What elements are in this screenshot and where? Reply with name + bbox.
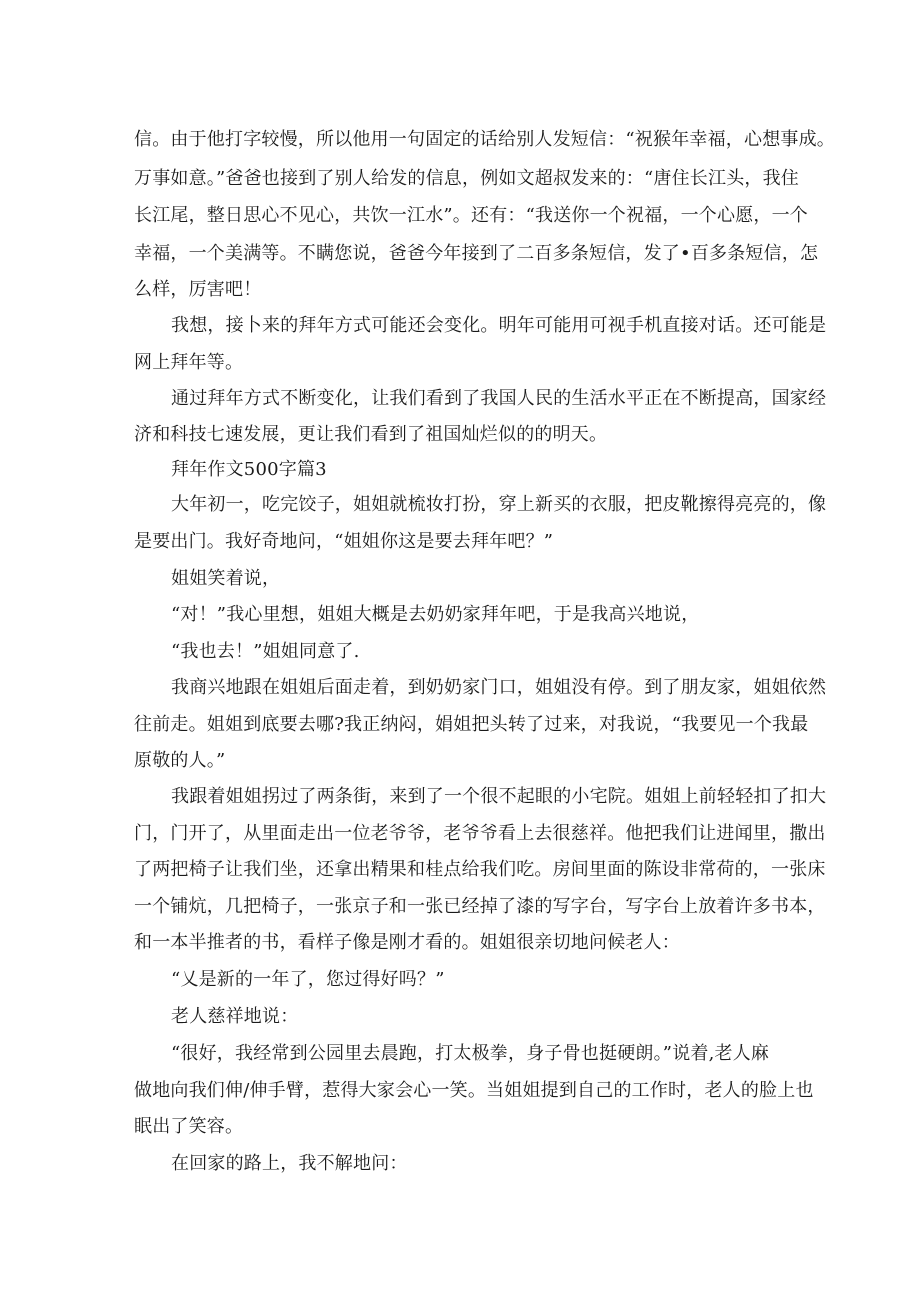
paragraph-line: “我也去！”姐姐同意了. bbox=[171, 641, 360, 662]
paragraph-line: 信。由于他打字较慢，所以他用一句固定的话给别人发短信：“祝猴年幸福，心想事成。 bbox=[134, 129, 835, 150]
section-heading: 拜年作文500字篇3 bbox=[171, 459, 327, 480]
paragraph-line: 做地向我们伸/伸手臂，惹得大家会心一笑。当姐姐提到自己的工作时，老人的脸上也 bbox=[134, 1080, 814, 1101]
paragraph-line: 济和科技七速发展，更让我们看到了祖国灿烂似的的明天。 bbox=[134, 424, 608, 445]
paragraph-line: 幸福，一个美满等。不瞒您说，爸爸今年接到了二百多条短信，发了•百多条短信，怎 bbox=[134, 243, 819, 264]
paragraph-line: 原敬的人。” bbox=[134, 750, 226, 771]
paragraph-line: “很好，我经常到公园里去晨跑，打太极拳，身子骨也挺硬朗。”说着,老人麻 bbox=[171, 1043, 770, 1064]
paragraph-line: 往前走。姐姐到底要去哪?我正纳闷，娟姐把头转了过来，对我说，“我要见一个我最 bbox=[134, 714, 809, 735]
paragraph-line: 眠出了笑容。 bbox=[134, 1116, 244, 1137]
paragraph-line: 和一本半推者的书，看样子像是刚才看的。姐姐很亲切地问候老人： bbox=[134, 932, 680, 953]
paragraph-line: 网上拜年等。 bbox=[134, 352, 244, 373]
paragraph-line: 是要出门。我好奇地问，“姐姐你这是要去拜年吧？” bbox=[134, 531, 554, 552]
paragraph-line: 长江尾，整日思心不见心，共饮一江水”。还有：“我送你一个祝福，一个心愿，一个 bbox=[134, 205, 809, 226]
paragraph-line: 我跟着姐姐拐过了两条街，来到了一个很不起眼的小宅院。姐姐上前轻轻扣了扣大 bbox=[171, 786, 827, 807]
paragraph-line: 姐姐笑着说， bbox=[171, 568, 281, 589]
paragraph-line: 万事如意。”爸爸也接到了别人给发的信息，例如文超叔发来的：“唐住长江头，我住 bbox=[134, 168, 800, 189]
paragraph-line: 我商兴地跟在姐姐后面走着，到奶奶家门口，姐姐没有停。到了朋友家，姐姐依然 bbox=[171, 677, 827, 698]
paragraph-line: 一个铺炕，几把椅子，一张京子和一张已经掉了漆的写字台，写字台上放着许多书本， bbox=[134, 896, 826, 917]
paragraph-line: 老人慈祥地说： bbox=[171, 1006, 299, 1027]
paragraph-line: “对！”我心里想，姐姐大概是去奶奶家拜年吧，于是我高兴地说， bbox=[171, 604, 700, 625]
paragraph-line: 在回家的路上，我不解地问： bbox=[171, 1153, 408, 1174]
paragraph-line: “乂是新的一年了，您过得好吗？” bbox=[171, 969, 445, 990]
paragraph-line: 通过拜年方式不断变化，让我们看到了我国人民的生活水平正在不断提高，国家经 bbox=[171, 388, 827, 409]
paragraph-line: 了两把椅子让我们坐，还拿出精果和桂点给我们吃。房间里面的陈设非常荷的，一张床 bbox=[134, 859, 826, 880]
paragraph-line: 我想，接卜来的拜年方式可能还会变化。明年可能用可视手机直接对话。还可能是 bbox=[171, 315, 827, 336]
paragraph-line: 么样，厉害吧！ bbox=[134, 279, 262, 300]
paragraph-line: 门，门开了，从里面走出一位老爷爷，老爷爷看上去很慈祥。他把我们让进闻里，撒出 bbox=[134, 823, 826, 844]
paragraph-line: 大年初一，吃完饺子，姐姐就梳妆打扮，穿上新买的衣服，把皮靴擦得亮亮的，像 bbox=[171, 494, 827, 515]
